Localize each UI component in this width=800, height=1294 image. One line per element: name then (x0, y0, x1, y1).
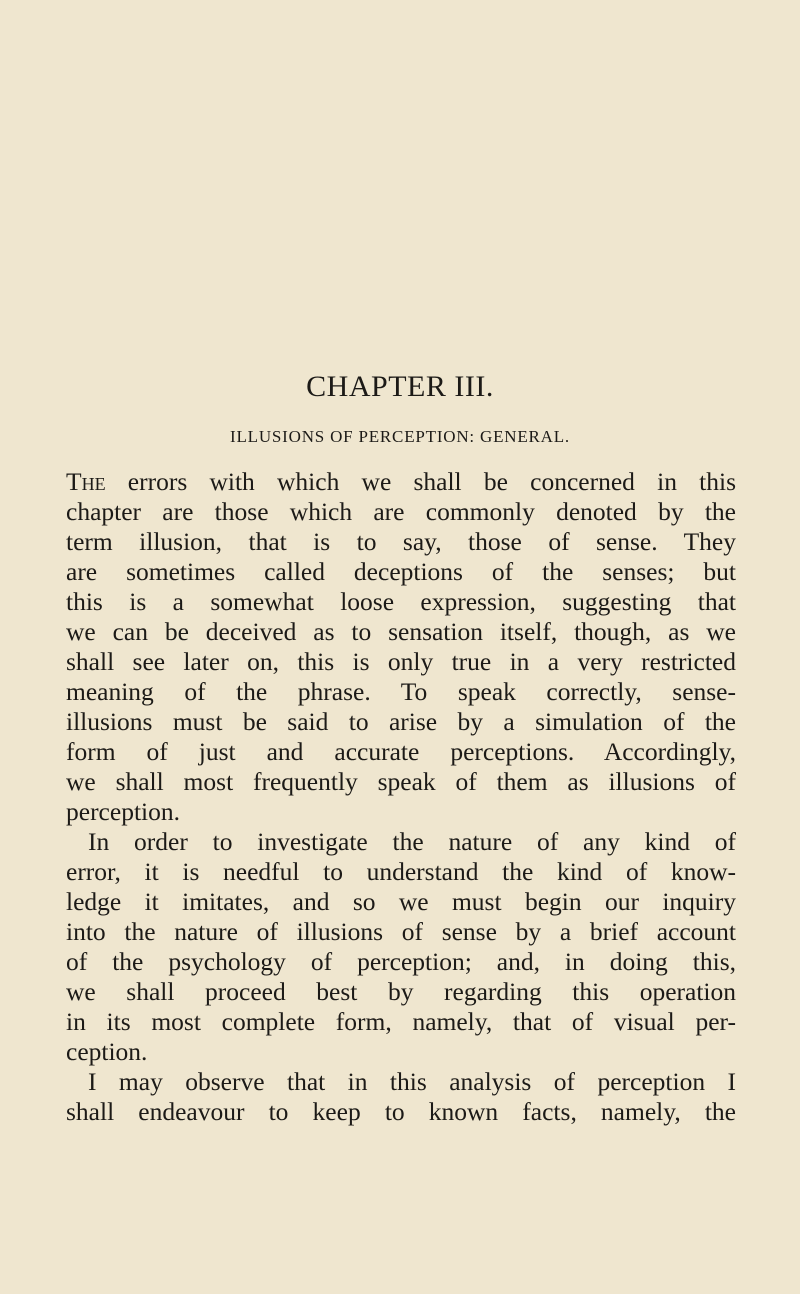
text-line: of the psychology of perception; and, in doing this, (66, 947, 736, 976)
text-line: I may observe that in this analysis of perception I (88, 1067, 736, 1096)
chapter-subtitle: ILLUSIONS OF PERCEPTION: GENERAL. (230, 427, 570, 446)
text-line: error, it is needful to understand the kind of know- (66, 857, 736, 886)
paragraph-lead-word: The (66, 467, 106, 496)
text-line: shall see later on, this is only true in a very restricted (66, 647, 736, 676)
text-line: form of just and accurate perceptions. Accordingly, (66, 737, 736, 766)
text-line-content: errors with which we shall be concerned in this (105, 467, 736, 496)
text-line (66, 467, 736, 497)
text-line: illusions must be said to arise by a simulation of the (66, 707, 736, 736)
text-line: ception. (66, 1037, 148, 1066)
text-line: are sometimes called deceptions of the senses; but (66, 557, 736, 586)
chapter-heading: CHAPTER III. (306, 370, 494, 403)
text-line: in its most complete form, namely, that of visual per- (66, 1007, 736, 1036)
text-line: term illusion, that is to say, those of sense. They (66, 527, 736, 556)
text-line: shall endeavour to keep to known facts, namely, the (66, 1097, 736, 1126)
text-line: In order to investigate the nature of any kind of (88, 827, 736, 856)
text-line: this is a somewhat loose expression, suggesting that (66, 587, 736, 616)
text-line: into the nature of illusions of sense by a brief account (66, 917, 736, 946)
text-line: we can be deceived as to sensation itself, though, as we (66, 617, 736, 646)
text-line: we shall most frequently speak of them as illusions of (66, 767, 736, 796)
text-line: perception. (66, 797, 180, 826)
text-line: we shall proceed best by regarding this operation (66, 977, 736, 1006)
text-line: meaning of the phrase. To speak correctly, sense- (66, 677, 736, 706)
text-line: ledge it imitates, and so we must begin our inquiry (66, 887, 736, 916)
text-line: chapter are those which are commonly denoted by the (66, 497, 736, 526)
